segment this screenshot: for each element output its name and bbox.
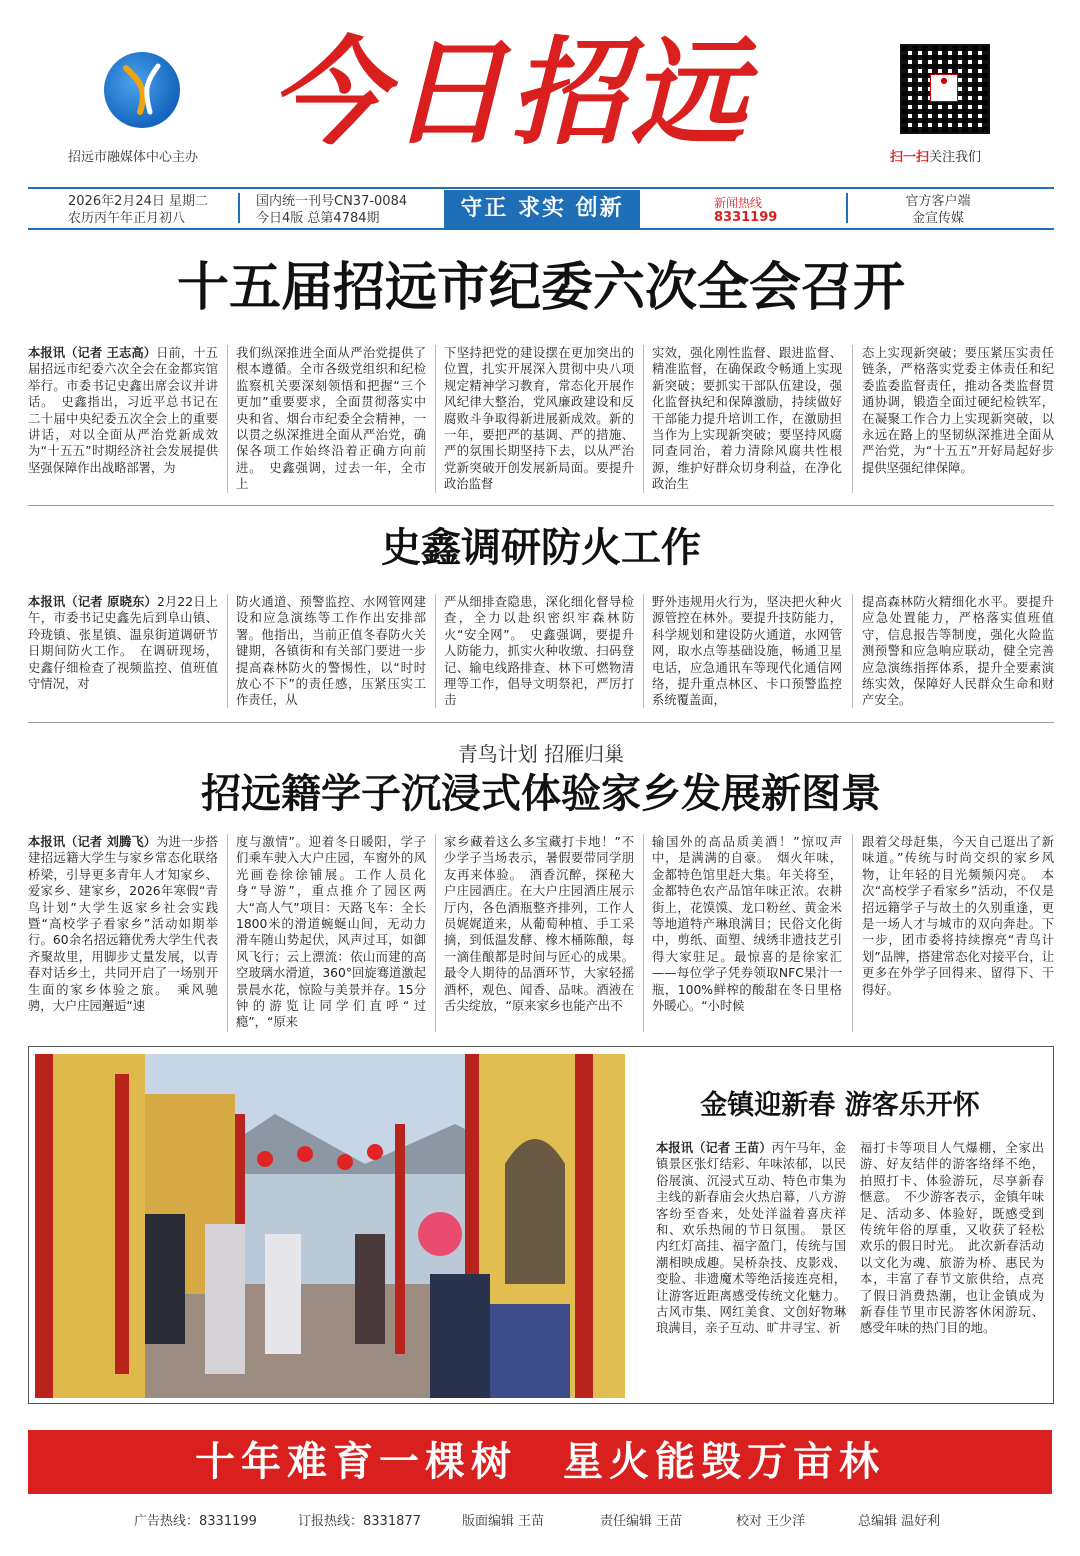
article-1-column-2: 我们纵深推进全面从严治党提供了根本遵循。全市各级党组织和纪检监察机关要深刻领悟和把握“三个更加”重要要求，全面贯彻落实中央和省、烟台市纪委全会精神，一以贯之纵深推进全面从严治党，确保各项工作始终沿着正确方向前进。 史鑫强调，过去一年，全市上	[236, 346, 426, 492]
info-divider	[238, 193, 240, 223]
column-rule	[227, 594, 228, 708]
scan-suffix: 关注我们	[929, 150, 982, 165]
byline: 本报讯（记者 王苗）	[656, 1141, 772, 1155]
article-2-column-4: 野外违规用火行为，坚决把火种火源管控在林外。要提升技防能力，科学规划和建设防火通道，水网管网，取水点等基础设施，畅通卫星电话，应急通讯车等现代化通信网络，提升重点林区、卡口预警监控系统覆盖面，	[652, 595, 842, 708]
column-rule	[643, 594, 644, 708]
column-rule	[435, 345, 436, 493]
article-4-column-2: 福打卡等项目人气爆棚，全家出游、好友结伴的游客络绎不绝，拍照打卡、体验游玩，尽享新春惬意。 不少游客表示，金镇年味足、活动多、体验好，既感受到传统年俗的厚重，又收获了轻松欢乐的假日时光。 此次新春活动以文化为魂、旅游为桥、惠民为本，丰富了春节文旅供给，点亮了假日消费热潮，也让金镇成为新春佳节里市民游客休闲游玩、感受年味的热门目的地。	[860, 1141, 1044, 1336]
column-rule	[227, 345, 228, 493]
client-label: 官方客户端	[905, 194, 971, 209]
footer-chief-editor: 总编辑 温好利	[858, 1514, 941, 1529]
info-divider	[846, 193, 848, 223]
byline: 本报讯（记者 原晓东）	[28, 595, 157, 609]
kicker-article-3: 青鸟计划 招雁归巢	[457, 742, 625, 766]
column-text: 为进一步搭建招远籍大学生与家乡常态化联络桥梁，引导更多青年人才知家乡、爱家乡、建家乡，2026年寒假“青鸟计划”大学生返家乡社会实践暨“高校学子看家乡”活动如期举行。60余名招远籍优秀大学生代表齐聚故里，用脚步丈量发展，以青春对话乡土，共同开启了一场别开生面的家乡体验之旅。 乘风驰骋，大户庄园邂逅“速	[28, 835, 218, 1014]
issn: 国内统一刊号CN37-0084	[256, 194, 408, 209]
headline-article-1: 十五届招远市纪委六次全会召开	[176, 258, 905, 318]
footer-proofreader: 校对 王少洋	[736, 1514, 806, 1529]
article-1-column-5: 态上实现新突破；要压紧压实责任链条，严格落实党委主体责任和纪委监委监督责任，推动各类监督贯通协调，锻造全面过硬纪检铁军，在凝聚工作合力上实现新突破，以永远在路上的坚韧纵深推进全面从严治党，为“十五五”开好局起好步提供坚强纪律保障。	[862, 346, 1054, 475]
column-text: 丙午马年，金镇景区张灯结彩、年味浓郁，以民俗展演、沉浸式互动、特色市集为主线的新春庙会火热启幕，八方游客纷至沓来，处处洋溢着喜庆祥和、欢乐热闹的节日氛围。 景区内红灯高挂、福字盈门，传统与国潮相映成趣。吴桥杂技、皮影戏、变脸、非遗魔术等绝活接连亮相，让游客近距离感受传统文化魅力。古风市集、网红美食、文创好物琳琅满目，亲子互动、旷井寻宝、祈	[656, 1141, 846, 1336]
hotline-label: 新闻热线	[714, 196, 763, 210]
column-rule	[852, 834, 853, 1032]
issue-date	[68, 193, 208, 227]
column-rule	[852, 345, 853, 493]
article-3-column-1	[28, 834, 218, 1034]
column-rule	[435, 834, 436, 1032]
column-rule	[435, 594, 436, 708]
article-1-column-3: 下坚持把党的建设摆在更加突出的位置，扎实开展深入贯彻中央八项规定精神学习教育，常态化开展作风纪律大整治，党风廉政建设和反腐败斗争取得新进展新成效。新的一年，要把严的基调、严的措施、严的氛围长期坚持下去，以从严治党新突破开创发展新局面。要提升政治监督	[444, 346, 634, 492]
article-2-column-2: 防火通道、预警监控、水网管网建设和应急演练等工作作出安排部署。他指出，当前正值冬春防火关键期，各镇街和有关部门要进一步提高森林防火的警惕性，以“时时放心不下”的责任感，压紧压实工作责任，从	[236, 595, 426, 708]
article-3-column-3: 家乡藏着这么多宝藏打卡地！”不少学子当场表示，暑假要带同学朋友再来体验。 酒香沉醉，探秘大户庄园酒庄。在大户庄园酒庄展示厅内，各色酒瓶整齐排列，工作人员娓娓道来，从葡萄种植、手工采摘，到低温发酵、橡木桶陈酿，每一滴佳酿都是时间与匠心的成果。最令人期待的品酒环节，大家轻摇酒杯，观色、闻香、品味。酒液在舌尖绽放，“原来家乡也能产出不	[444, 835, 634, 1014]
footer-duty-editor: 责任编辑 王苗	[600, 1514, 683, 1529]
slogan-badge: 守正 求实 创新	[444, 190, 640, 228]
article-3-column-2: 度与激情”。迎着冬日暖阳，学子们乘车驶入大户庄园，车窗外的风光画卷徐徐铺展。工作人员化身“导游”，重点推介了园区两大“高人气”项目：天路飞车：全长1800米的滑道蜿蜒山间，无动力滑车随山势起伏，风声过耳，如御风飞行；云上漂流：依山而建的高空玻璃水滑道，360°回旋骞道激起景晨水花，惊险与美景并存。15分钟的游览让同学们直呼“过瘾”，“原来	[236, 835, 426, 1030]
gregorian-date: 2026年2月24日 星期二	[68, 194, 209, 209]
section-divider	[28, 505, 1054, 506]
article-2-column-5: 提高森林防火精细化水平。要提升应急处置能力，严格落实值班值守，信息报告等制度，强化火险监测预警和应急响应联动，健全完善应急演练指挥体系，提升全要素演练实效，保障好人民群众生命和财产安全。	[862, 595, 1054, 708]
footer-subscribe-hotline: 订报热线：8331877	[298, 1514, 421, 1529]
headline-article-4: 金镇迎新春 游客乐开怀	[700, 1090, 980, 1121]
column-rule	[852, 594, 853, 708]
info-bar-top-rule	[28, 187, 1054, 189]
fire-prevention-banner: 十年难育一棵树 星火能毁万亩林	[28, 1430, 1052, 1494]
column-rule	[227, 834, 228, 1032]
byline: 本报讯（记者 王志高）	[28, 346, 157, 360]
article-3-column-4: 输国外的高品质美酒！”惊叹声中，是满满的自豪。 烟火年味，金都特色馆里赶大集。年关将至，金都特色农产品馆年味正浓。农耕街上，花馍馍、龙口粉丝、黄金米等地道特产琳琅满目；民俗文化街中，剪纸、面塑、绒绣非遗技艺引得大家驻足。最惊喜的是徐家汇——每位学子凭券领取NFC果汁一瓶，100%鲜榨的酸甜在冬日里格外暖心。“小时候	[652, 835, 842, 1014]
scan-prompt	[890, 146, 981, 165]
column-text: 日前，十五届招远市纪委六次全会在金都宾馆举行。市委书记史鑫出席会议并讲话。 史鑫指出，习近平总书记在二十届中央纪委五次全会上的重要讲话，对以全面从严治党新成效为“十五五”时期经济社会发展提供坚强保障作出战略部署，为	[28, 346, 218, 475]
column-text: 2月22日上午，市委书记史鑫先后到阜山镇、玲珑镇、张星镇、温泉街道调研节日期间防火工作。 在调研现场，史鑫仔细检查了视频监控、值班值守情况，对	[28, 595, 218, 692]
qr-center-logo: ●	[930, 74, 958, 102]
logo-swoosh-icon	[120, 60, 164, 120]
page-count: 今日4版 总第4784期	[256, 211, 380, 226]
footer-layout-editor: 版面编辑 王苗	[462, 1514, 545, 1529]
article-4-column-1	[656, 1140, 846, 1386]
hotline-number: 8331199	[714, 210, 778, 225]
section-divider	[28, 722, 1054, 723]
footer-ad-hotline: 广告热线：8331199	[134, 1514, 257, 1529]
column-rule	[643, 345, 644, 493]
article-2-column-1	[28, 594, 218, 710]
article-1-column-1	[28, 345, 218, 495]
info-bar-bottom-rule	[28, 228, 1054, 230]
byline: 本报讯（记者 刘腾飞）	[28, 835, 157, 849]
lunar-date: 农历丙午年正月初八	[68, 211, 186, 226]
client-name: 金宣传媒	[911, 211, 964, 226]
article-1-column-4: 实效，强化刚性监督、跟进监督、精准监督，在确保政令畅通上实现新突破；要抓实干部队伍建设，强化监督执纪和保障激励，持续做好干部能力提升培训工作，在激励担当作为上实现新突破；要坚持风腐同查同治，着力清除风腐共性根源，维护好群众切身利益，在净化政治生	[652, 346, 842, 492]
newspaper-masthead-title: 今日招远	[270, 25, 750, 161]
news-photo	[35, 1054, 625, 1398]
article-2-column-3: 严从细排查隐患，深化细化督导检查，全力以赴织密织牢森林防火“安全网”。 史鑫强调，要提升人防能力，抓实火种收缴、扫码登记、输电线路排查、林下可燃物清理等工作，倡导文明祭祀，严厉打击	[444, 595, 634, 708]
official-client	[878, 193, 998, 227]
column-rule	[643, 834, 644, 1032]
scan-prefix: 扫一扫	[890, 150, 930, 165]
sponsor-line: 招远市融媒体中心主办	[68, 150, 199, 165]
issue-info	[256, 193, 407, 227]
headline-article-2: 史鑫调研防火工作	[381, 525, 701, 571]
headline-article-3: 招远籍学子沉浸式体验家乡发展新图景	[201, 771, 881, 817]
article-3-column-5: 跟着父母赶集，今天自己逛出了新味道。”传统与时尚交织的家乡风物，让年轻的目光频频闪亮。 本次“高校学子看家乡”活动，不仅是招远籍学子与故土的久别重逢，更是一场人才与城市的双向奔赴。下一步，团市委将持续擦亮“青鸟计划”品牌，搭建常态化对接平台，让更多在外学子回得来、留得下、干得好。	[862, 835, 1054, 997]
